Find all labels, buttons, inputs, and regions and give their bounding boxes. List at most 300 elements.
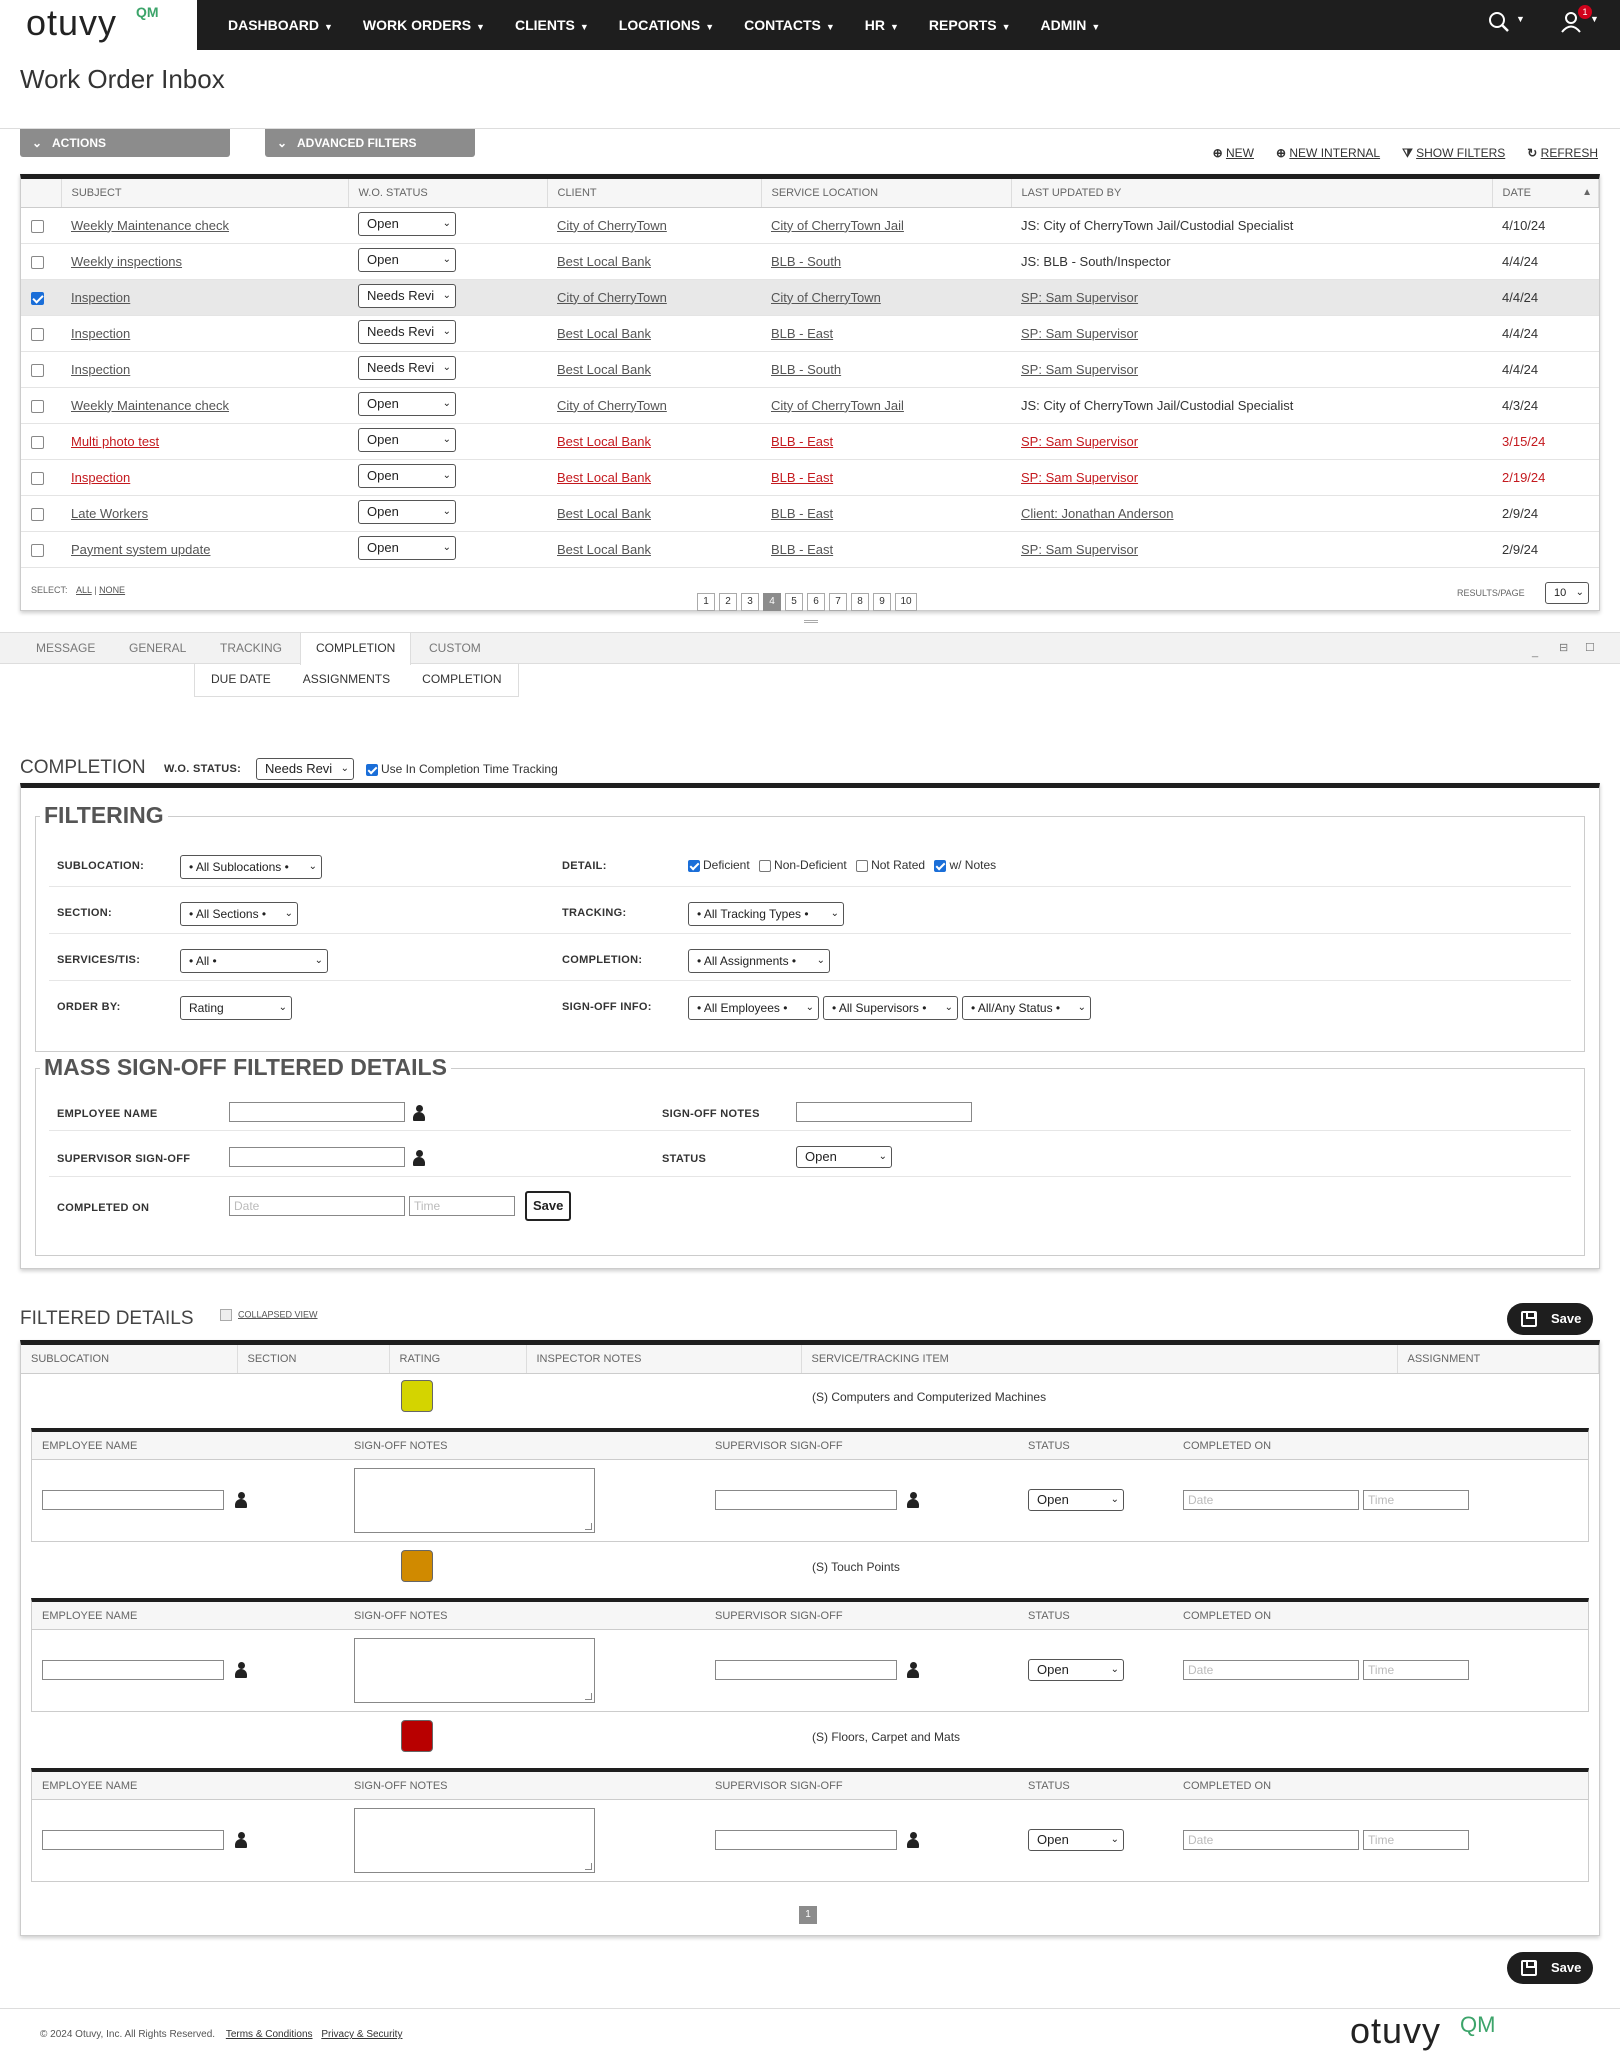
location-link[interactable]: City of CherryTown Jail — [771, 397, 904, 413]
status-cell — [348, 531, 547, 567]
updated-by-cell — [1011, 279, 1492, 315]
location-link[interactable]: City of CherryTown Jail — [771, 217, 904, 233]
page-button[interactable]: 4 — [763, 593, 781, 611]
chevron-down-icon: ⌄ — [308, 861, 317, 872]
table-row[interactable] — [21, 459, 1599, 495]
not-rated-checkbox[interactable] — [856, 858, 925, 872]
divider — [0, 128, 1620, 129]
location-cell — [761, 387, 1011, 423]
employee-name-header: EMPLOYEE NAME — [42, 1440, 138, 1452]
results-per-page-value: 10 — [1554, 587, 1567, 599]
client-link[interactable]: Best Local Bank — [557, 433, 651, 449]
completed-on-label: COMPLETED ON — [57, 1202, 150, 1214]
client-link[interactable]: City of CherryTown — [557, 397, 667, 413]
checkbox-checked[interactable] — [688, 860, 700, 872]
status-select[interactable] — [1028, 1489, 1124, 1511]
subject-link[interactable]: Inspection — [71, 325, 131, 341]
updated-by-link[interactable]: SP: Sam Supervisor — [1021, 289, 1139, 305]
nav-item-hr[interactable] — [865, 17, 899, 33]
refresh-link[interactable] — [1527, 146, 1598, 161]
status-value: Open — [1037, 1662, 1069, 1677]
completed-time-input[interactable]: Time — [409, 1196, 515, 1216]
subject-link[interactable]: Inspection — [71, 289, 131, 305]
deficient-label: Deficient — [703, 858, 750, 872]
updated-by-link[interactable]: Client: Jonathan Anderson — [1021, 505, 1174, 521]
inbox-table-panel — [20, 174, 1600, 611]
nav-item-label: REPORTS — [928, 17, 997, 33]
chevron-down-icon: ⌄ — [278, 1002, 287, 1013]
mass-save-button[interactable]: Save — [525, 1191, 571, 1221]
page-button[interactable]: 3 — [741, 593, 759, 611]
completed-time-input[interactable]: Time — [1363, 1660, 1469, 1680]
status-select[interactable] — [358, 356, 456, 380]
person-picker-icon[interactable] — [413, 1105, 425, 1121]
subject-cell — [61, 423, 348, 459]
signoff-notes-textarea[interactable] — [354, 1638, 595, 1703]
deficient-checkbox[interactable] — [688, 858, 750, 872]
supervisor-signoff-input[interactable] — [715, 1490, 897, 1510]
supervisor-signoff-header: SUPERVISOR SIGN-OFF — [715, 1610, 843, 1622]
status-value: Open — [1037, 1832, 1069, 1847]
checkbox-unchecked[interactable] — [856, 860, 868, 872]
completion-title: COMPLETION — [20, 757, 146, 778]
actions-label: ACTIONS — [52, 136, 106, 150]
search-icon[interactable] — [1488, 11, 1510, 39]
resize-handle[interactable] — [804, 620, 818, 623]
chevron-down-icon: ▼ — [579, 22, 589, 32]
chevron-down-icon: ⌄ — [1077, 1002, 1086, 1013]
mass-status-select[interactable] — [796, 1146, 892, 1168]
client-cell — [547, 387, 761, 423]
divider — [49, 1176, 1571, 1177]
rating-column-header: RATING — [389, 1345, 526, 1373]
chevron-down-icon: ⌄ — [805, 1002, 814, 1013]
sublocation-select[interactable] — [180, 855, 322, 879]
date-cell: 4/4/24 — [1492, 243, 1599, 279]
client-link[interactable]: Best Local Bank — [557, 253, 651, 269]
tab-completion[interactable]: COMPLETION — [300, 633, 411, 665]
order-by-value: Rating — [189, 1001, 224, 1015]
subject-link[interactable]: Inspection — [71, 469, 131, 485]
subject-link[interactable]: Payment system update — [71, 541, 211, 557]
table-row[interactable] — [21, 387, 1599, 423]
person-picker-icon[interactable] — [907, 1492, 919, 1508]
updated-by-text: JS: City of CherryTown Jail/Custodial Specialist — [1021, 217, 1294, 233]
updated-by-cell — [1011, 315, 1492, 351]
tab-general[interactable]: GENERAL — [129, 641, 187, 655]
completion-filter-label: COMPLETION: — [562, 954, 643, 966]
save-button-top[interactable] — [1507, 1303, 1593, 1335]
updated-by-cell — [1011, 243, 1492, 279]
service-item-name: (S) Touch Points — [812, 1560, 900, 1574]
row-select-cell — [21, 495, 61, 531]
chevron-down-icon: ⌄ — [442, 541, 451, 553]
nav-item-dashboard[interactable] — [228, 17, 333, 33]
restore-icon[interactable]: ⊟ — [1559, 642, 1569, 654]
footer-logo-suffix: QM — [1460, 2012, 1496, 2037]
chevron-down-icon: ⌄ — [32, 136, 43, 150]
signoff-info-label: SIGN-OFF INFO: — [562, 1001, 652, 1013]
logo[interactable] — [0, 0, 197, 50]
status-select[interactable] — [358, 536, 456, 560]
employee-name-input[interactable] — [42, 1660, 224, 1680]
table-row[interactable] — [21, 351, 1599, 387]
checkbox-unchecked[interactable] — [759, 860, 771, 872]
subject-cell — [61, 387, 348, 423]
status-cell — [348, 459, 547, 495]
collapsed-view-link[interactable]: COLLAPSED VIEW — [238, 1309, 318, 1320]
status-cell — [348, 495, 547, 531]
select-all-link[interactable]: ALL — [76, 585, 92, 595]
supervisors-value: • All Supervisors • — [832, 1001, 927, 1015]
row-checkbox[interactable] — [31, 364, 44, 377]
status-select[interactable] — [1028, 1659, 1124, 1681]
subtab-completion[interactable]: COMPLETION — [422, 672, 502, 686]
status-cell — [348, 387, 547, 423]
nav-item-contacts[interactable] — [744, 17, 835, 33]
chevron-down-icon: ▼ — [890, 22, 899, 32]
chevron-down-icon: ⌄ — [284, 908, 293, 919]
employee-name-input[interactable] — [42, 1830, 224, 1850]
nav-item-label: CONTACTS — [744, 17, 821, 33]
status-column-header[interactable]: W.O. STATUS — [348, 179, 547, 207]
chevron-down-icon: ▼ — [825, 22, 835, 32]
chevron-down-icon: ▼ — [1091, 22, 1101, 32]
tab-message[interactable]: MESSAGE — [36, 641, 96, 655]
supervisors-select[interactable] — [823, 996, 958, 1020]
nav-item-reports[interactable] — [929, 17, 1011, 33]
table-row[interactable] — [21, 531, 1599, 567]
with-notes-checkbox[interactable] — [934, 858, 996, 872]
client-link[interactable]: Best Local Bank — [557, 361, 651, 377]
results-per-page-select[interactable] — [1545, 582, 1589, 604]
status-value: Needs Revi — [367, 359, 435, 375]
checkbox-checked[interactable] — [366, 764, 378, 776]
subtab-assignments[interactable]: ASSIGNMENTS — [302, 672, 391, 686]
detail-tabs — [0, 632, 1620, 664]
save-button-bottom[interactable] — [1507, 1952, 1593, 1984]
supervisor-signoff-input[interactable] — [715, 1830, 897, 1850]
person-picker-icon[interactable] — [235, 1492, 247, 1508]
tracking-value: • All Tracking Types • — [697, 907, 809, 921]
location-cell — [761, 351, 1011, 387]
employees-value: • All Employees • — [697, 1001, 788, 1015]
page-button[interactable]: 7 — [829, 593, 847, 611]
completion-select[interactable] — [688, 949, 830, 973]
person-picker-icon[interactable] — [907, 1662, 919, 1678]
collapsed-view-toggle[interactable] — [220, 1309, 318, 1321]
status-select[interactable] — [358, 428, 456, 452]
services-label: SERVICES/TIS: — [57, 954, 141, 966]
actions-button[interactable] — [20, 129, 230, 157]
chevron-down-icon: ⌄ — [878, 1151, 887, 1162]
subtab-due-date[interactable]: DUE DATE — [211, 672, 271, 686]
row-select-cell — [21, 351, 61, 387]
tracking-select[interactable] — [688, 902, 844, 926]
select-none-link[interactable]: NONE — [99, 585, 126, 595]
page-button[interactable]: 2 — [719, 593, 737, 611]
page-button[interactable]: 1 — [799, 1906, 817, 1924]
sort-up-icon: ▲ — [1582, 186, 1592, 198]
row-checkbox[interactable] — [31, 400, 44, 413]
section-select[interactable] — [180, 902, 298, 926]
subject-cell — [61, 279, 348, 315]
chevron-down-icon: ⌄ — [1575, 587, 1584, 598]
tab-custom[interactable]: CUSTOM — [429, 641, 481, 655]
status-cell — [348, 207, 547, 243]
services-select[interactable] — [180, 949, 328, 973]
page-button[interactable]: 6 — [807, 593, 825, 611]
subtable-header — [32, 1602, 1588, 1630]
updated-by-cell — [1011, 531, 1492, 567]
subject-link[interactable]: Late Workers — [71, 505, 149, 521]
signoff-notes-textarea[interactable] — [354, 1808, 595, 1873]
nav-item-locations[interactable] — [619, 17, 714, 33]
nav-item-work-orders[interactable] — [363, 17, 485, 33]
subject-link[interactable]: Weekly Maintenance check — [71, 397, 230, 413]
person-picker-icon[interactable] — [235, 1662, 247, 1678]
date-cell: 4/3/24 — [1492, 387, 1599, 423]
status-cell — [348, 315, 547, 351]
client-column-header[interactable]: CLIENT — [547, 179, 761, 207]
completed-date-input[interactable]: Date — [229, 1196, 405, 1216]
footer-links — [40, 2029, 402, 2040]
detail-label: DETAIL: — [562, 860, 607, 872]
row-checkbox[interactable] — [31, 256, 44, 269]
chevron-down-icon: ⌄ — [340, 763, 349, 774]
chevron-down-icon: ⌄ — [314, 955, 323, 966]
status-cell — [348, 351, 547, 387]
client-cell — [547, 531, 761, 567]
location-link[interactable]: BLB - East — [771, 433, 834, 449]
location-link[interactable]: BLB - East — [771, 325, 834, 341]
filtered-details-panel — [20, 1340, 1600, 1936]
row-select-cell — [21, 279, 61, 315]
status-select[interactable] — [358, 248, 456, 272]
table-header-row — [21, 179, 1599, 207]
location-cell — [761, 315, 1011, 351]
new-link[interactable] — [1213, 146, 1254, 161]
updated-by-link[interactable]: SP: Sam Supervisor — [1021, 541, 1139, 557]
client-link[interactable]: Best Local Bank — [557, 541, 651, 557]
signoff-notes-header: SIGN-OFF NOTES — [354, 1610, 448, 1622]
subject-cell — [61, 315, 348, 351]
row-select-cell — [21, 207, 61, 243]
nav-item-admin[interactable] — [1041, 17, 1101, 33]
location-cell — [761, 459, 1011, 495]
person-picker-icon[interactable] — [235, 1832, 247, 1848]
supervisor-signoff-input[interactable] — [715, 1660, 897, 1680]
non-deficient-checkbox[interactable] — [759, 858, 847, 872]
signoff-notes-textarea[interactable] — [354, 1468, 595, 1533]
wo-status-value: Needs Revi — [265, 761, 333, 776]
table-row[interactable] — [21, 207, 1599, 243]
refresh-icon: ↻ — [1527, 146, 1538, 160]
subject-column-header[interactable]: SUBJECT — [61, 179, 348, 207]
client-cell — [547, 315, 761, 351]
table-row[interactable] — [21, 495, 1599, 531]
location-link[interactable]: BLB - East — [771, 469, 834, 485]
privacy-link[interactable]: Privacy & Security — [321, 2029, 403, 2040]
completed-time-input[interactable]: Time — [1363, 1490, 1469, 1510]
completed-date-input[interactable]: Date — [1183, 1830, 1359, 1850]
client-link[interactable]: Best Local Bank — [557, 469, 651, 485]
status-select[interactable] — [358, 320, 456, 344]
subject-link[interactable]: Weekly Maintenance check — [71, 217, 230, 233]
row-checkbox[interactable] — [31, 508, 44, 521]
save-label: Save — [1551, 1311, 1582, 1326]
date-cell: 2/9/24 — [1492, 495, 1599, 531]
wo-status-select[interactable] — [256, 758, 354, 780]
chevron-down-icon: ⌄ — [442, 505, 451, 517]
location-link[interactable]: BLB - South — [771, 253, 842, 269]
subject-link[interactable]: Weekly inspections — [71, 253, 183, 269]
page-button[interactable]: 1 — [697, 593, 715, 611]
show-filters-link[interactable] — [1402, 146, 1505, 161]
new-internal-link[interactable] — [1276, 146, 1380, 161]
row-checkbox[interactable] — [31, 544, 44, 557]
status-select[interactable] — [358, 464, 456, 488]
maximize-icon[interactable]: ☐ — [1585, 642, 1595, 654]
person-picker-icon[interactable] — [907, 1832, 919, 1848]
save-label: Save — [1551, 1960, 1582, 1975]
status-value: Open — [367, 467, 399, 483]
mass-signoff-legend: MASS SIGN-OFF FILTERED DETAILS — [40, 1054, 451, 1081]
checkbox-checked[interactable] — [934, 860, 946, 872]
status-value: Open — [367, 503, 399, 519]
status-select[interactable] — [358, 392, 456, 416]
supervisor-signoff-label: SUPERVISOR SIGN-OFF — [57, 1153, 191, 1165]
signoff-subtable — [31, 1428, 1589, 1542]
location-cell — [761, 279, 1011, 315]
status-select[interactable] — [358, 284, 456, 308]
location-link[interactable]: BLB - South — [771, 361, 842, 377]
date-cell: 4/4/24 — [1492, 279, 1599, 315]
completed-date-input[interactable]: Date — [1183, 1490, 1359, 1510]
location-link[interactable]: BLB - East — [771, 505, 834, 521]
client-link[interactable]: City of CherryTown — [557, 217, 667, 233]
completed-date-input[interactable]: Date — [1183, 1660, 1359, 1680]
updated-by-link[interactable]: SP: Sam Supervisor — [1021, 433, 1139, 449]
status-header: STATUS — [1028, 1780, 1070, 1792]
nav-item-label: WORK ORDERS — [362, 17, 472, 33]
divider — [49, 980, 1571, 981]
subject-link[interactable]: Multi photo test — [71, 433, 160, 449]
advanced-filters-button[interactable] — [265, 129, 475, 157]
new-label: NEW — [1225, 146, 1254, 160]
updated-by-link[interactable]: SP: Sam Supervisor — [1021, 361, 1139, 377]
detail-options — [688, 858, 996, 872]
user-chevron-down-icon[interactable]: ▼ — [1590, 14, 1599, 24]
page-button[interactable]: 5 — [785, 593, 803, 611]
page-button[interactable]: 9 — [873, 593, 891, 611]
status-filter-select[interactable] — [962, 996, 1091, 1020]
time-tracking-checkbox[interactable] — [366, 762, 558, 776]
nav-item-clients[interactable] — [515, 17, 589, 33]
date-cell: 3/15/24 — [1492, 423, 1599, 459]
status-cell — [348, 423, 547, 459]
row-checkbox[interactable] — [31, 436, 44, 449]
location-cell — [761, 243, 1011, 279]
row-checkbox[interactable] — [31, 220, 44, 233]
minimize-icon[interactable]: _ — [1532, 646, 1539, 658]
divider — [49, 933, 1571, 934]
date-cell: 2/19/24 — [1492, 459, 1599, 495]
row-checkbox[interactable] — [31, 472, 44, 485]
subject-link[interactable]: Inspection — [71, 361, 131, 377]
updated-by-link[interactable]: SP: Sam Supervisor — [1021, 469, 1139, 485]
search-chevron-down-icon[interactable]: ▼ — [1516, 14, 1525, 24]
status-select[interactable] — [358, 500, 456, 524]
chevron-down-icon: ⌄ — [944, 1002, 953, 1013]
table-row[interactable] — [21, 315, 1599, 351]
order-by-select[interactable] — [180, 996, 292, 1020]
location-cell — [761, 495, 1011, 531]
filtered-details-title: FILTERED DETAILS — [20, 1308, 194, 1329]
select-label: SELECT: — [31, 585, 68, 595]
results-per-page-label: RESULTS/PAGE — [1457, 588, 1525, 598]
signoff-notes-input[interactable] — [796, 1102, 972, 1122]
status-select[interactable] — [358, 212, 456, 236]
page-button[interactable]: 10 — [895, 593, 917, 611]
chevron-down-icon: ▼ — [705, 22, 715, 32]
location-column-header[interactable]: SERVICE LOCATION — [761, 179, 1011, 207]
updated-by-link[interactable]: SP: Sam Supervisor — [1021, 325, 1139, 341]
client-cell — [547, 459, 761, 495]
tab-tracking[interactable]: TRACKING — [220, 641, 283, 655]
sublocation-value: • All Sublocations • — [189, 860, 289, 874]
completed-on-header: COMPLETED ON — [1183, 1610, 1272, 1622]
new-internal-label: NEW INTERNAL — [1289, 146, 1381, 160]
date-column-header[interactable] — [1492, 179, 1599, 207]
client-link[interactable]: Best Local Bank — [557, 325, 651, 341]
client-link[interactable]: Best Local Bank — [557, 505, 651, 521]
location-link[interactable]: BLB - East — [771, 541, 834, 557]
section-column-header: SECTION — [237, 1345, 389, 1373]
updated-by-column-header[interactable]: LAST UPDATED BY — [1011, 179, 1492, 207]
location-link[interactable]: City of CherryTown — [771, 289, 881, 305]
row-checkbox[interactable] — [31, 328, 44, 341]
date-cell: 4/4/24 — [1492, 315, 1599, 351]
chevron-down-icon: ⌄ — [830, 908, 839, 919]
row-checkbox[interactable] — [31, 292, 44, 305]
employees-select[interactable] — [688, 996, 819, 1020]
updated-by-cell — [1011, 351, 1492, 387]
completed-time-input[interactable]: Time — [1363, 1830, 1469, 1850]
table-row[interactable] — [21, 423, 1599, 459]
client-link[interactable]: City of CherryTown — [557, 289, 667, 305]
status-select[interactable] — [1028, 1829, 1124, 1851]
employee-name-input[interactable] — [229, 1102, 405, 1122]
status-label: STATUS — [662, 1153, 707, 1165]
notification-badge: 1 — [1578, 5, 1592, 19]
completed-on-header: COMPLETED ON — [1183, 1780, 1272, 1792]
supervisor-signoff-input[interactable] — [229, 1147, 405, 1167]
service-item-name: (S) Computers and Computerized Machines — [812, 1390, 1047, 1404]
rating-swatch — [401, 1380, 433, 1412]
collapse-icon — [220, 1309, 232, 1321]
page-button[interactable]: 8 — [851, 593, 869, 611]
table-row[interactable] — [21, 279, 1599, 315]
show-filters-label: SHOW FILTERS — [1416, 146, 1506, 160]
employee-name-header: EMPLOYEE NAME — [42, 1610, 138, 1622]
location-cell — [761, 423, 1011, 459]
employee-name-input[interactable] — [42, 1490, 224, 1510]
time-tracking-label: Use In Completion Time Tracking — [381, 762, 558, 776]
table-row[interactable] — [21, 243, 1599, 279]
person-picker-icon[interactable] — [413, 1150, 425, 1166]
terms-link[interactable]: Terms & Conditions — [225, 2029, 313, 2040]
